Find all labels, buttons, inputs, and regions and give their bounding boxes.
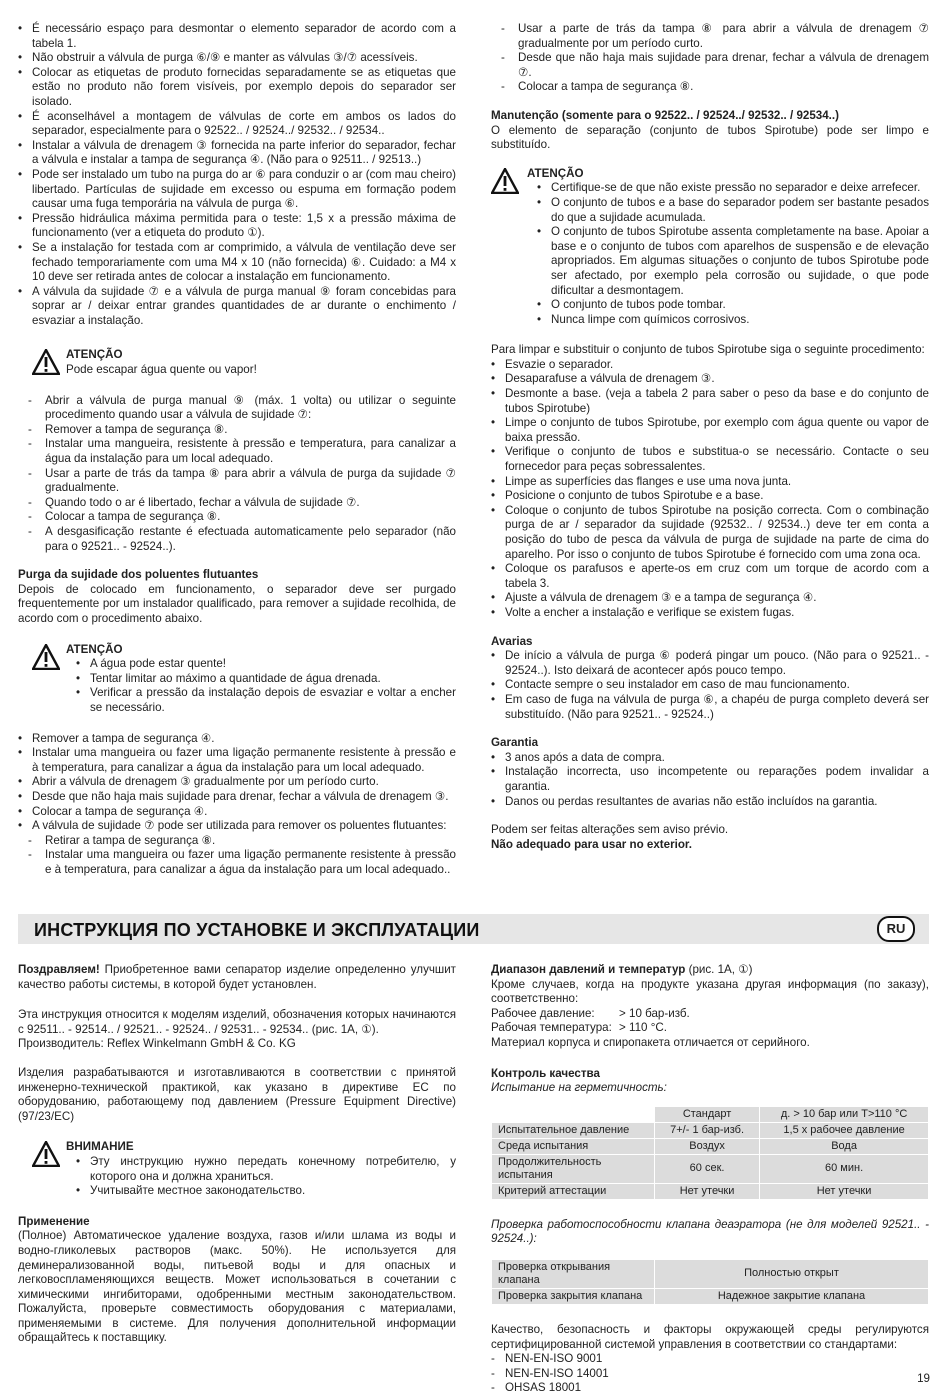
ru-valve-test-table bbox=[491, 1259, 929, 1305]
warning-triangle-icon bbox=[32, 644, 60, 670]
table-cell: Нет утечки bbox=[655, 1183, 760, 1199]
list-item: - Desde que não haja mais sujidade para drenar, fechar a válvula de drenagem ⑦. bbox=[491, 51, 929, 80]
ru-section-header bbox=[18, 914, 929, 944]
list-item: - Abrir a válvula de purga manual ⑨ (máx. 1 volta) ou utilizar o seguinte procedimento quando usar a válvula de sujidade ⑦: bbox=[18, 394, 456, 423]
list-item: • Remover a tampa de segurança ④. bbox=[18, 732, 456, 747]
list-item: - OHSAS 18001 bbox=[491, 1381, 929, 1396]
table-cell: д. > 10 бар или T>110 °C bbox=[760, 1106, 929, 1122]
list-item: - Colocar a tampa de segurança ⑧. bbox=[18, 510, 456, 525]
changes-note: Podem ser feitas alterações sem aviso prévio. bbox=[491, 823, 729, 837]
ru-pressure-label: Рабочее давление: bbox=[491, 1006, 595, 1020]
garantia-heading: Garantia bbox=[491, 736, 539, 750]
list-item: - Usar a parte de trás da tampa ⑧ para abrir a válvula de purga da sujidade ⑦ gradualmente. bbox=[18, 467, 456, 496]
ru-range-text: Кроме случаев, когда на продукте указана другая информация (по заказу), соответственно: bbox=[491, 977, 929, 1006]
table-cell: Проверка открывания клапана bbox=[492, 1259, 655, 1288]
table-cell: 60 мин. bbox=[760, 1154, 929, 1183]
ru-valve-heading: Проверка работоспособности клапана деаэратора (не для моделей 92521.. - 92524..): bbox=[491, 1217, 929, 1246]
list-item: • Pode ser instalado um tubo na purga do ar ⑥ para conduzir o ar (com mau cheiro) libertado. Partículas de sujidade em excesso ou espuma em formação podem causar uma fuga temporária na válvula de purga ⑥. bbox=[18, 168, 456, 212]
ru-range-heading-line bbox=[491, 963, 929, 978]
list-item: - Remover a tampa de segurança ⑧. bbox=[18, 423, 456, 438]
table-cell: Воздух bbox=[655, 1138, 760, 1154]
list-item: • É aconselhável a montagem de válvulas de corte em ambos os lados do separador, especialmente para o 92522.. / 92524../ 92532.. / 92534.. bbox=[18, 110, 456, 139]
list-item: • Pressão hidráulica máxima permitida para o teste: 1,5 x a pressão máxima de funcionamento (ver a etiqueta do produto ①). bbox=[18, 212, 456, 241]
list-item: • O conjunto de tubos Spirotube assenta completamente na base. Apoiar a base e o conjunto de tubos com aparelhos de suspensão e de elevação apropriados. Em algumas situações o conjunto de tubos Spirotube pode ser afectado, por exemplo pela corrosão ou sujidade, o que pode dificultar a desmontagem. bbox=[537, 225, 929, 298]
list-item: • Coloque os parafusos e aperte-os em cruz com um torque de acordo com a tabela 3. bbox=[491, 562, 929, 591]
table-cell: Продолжительность испытания bbox=[492, 1154, 655, 1183]
list-item: • Verificar a pressão da instalação depois de esvaziar e voltar a encher se necessário. bbox=[76, 686, 456, 715]
list-item: • Não obstruir a válvula de purga ⑥/⑨ e manter as válvulas ③/⑦ acessíveis. bbox=[18, 51, 456, 66]
pt-intro-list bbox=[18, 22, 456, 328]
manutencao-text: O elemento de separação (conjunto de tubos Spirotube) pode ser limpo e substituído. bbox=[491, 123, 929, 152]
list-item: • Nunca limpe com químicos corrosivos. bbox=[537, 313, 929, 328]
ru-congrats-text: Приобретенное вами сепаратор изделие определенно улучшит качество работы системы, в которой будет установлен. bbox=[18, 963, 456, 991]
table-cell bbox=[492, 1106, 655, 1122]
ru-application-text: (Полное) Автоматическое удаление воздуха, газов и/или шлама из воды и водно-гликолевых растворов (макс. 50%). Не используется для деминерализованной воды, питьевой воды и для опасных и легковоспламеняющихся веществ. Может использоваться в сочетании с химическими ингибиторами, одобренными местным законодательством. Пожалуйста, проверьте совместимость оборудования с материалами, применяемыми в системе. Для получения дополнительной информации обращайтесь к поставщику. bbox=[18, 1229, 456, 1345]
table-cell: 60 сек. bbox=[655, 1154, 760, 1183]
table-row bbox=[492, 1288, 929, 1304]
list-item: • Desde que não haja mais sujidade para drenar, fechar a válvula de drenagem ③. bbox=[18, 790, 456, 805]
warning-triangle-icon bbox=[491, 168, 519, 194]
ru-leak-test-table bbox=[491, 1106, 929, 1200]
page-number: 19 bbox=[917, 1372, 930, 1386]
list-item: • Instalar a válvula de drenagem ③ fornecida na parte inferior do separador, fechar a válvula e instalar a tampa de segurança ④. (Não para o 92511.. / 92513..) bbox=[18, 139, 456, 168]
language-badge: RU bbox=[877, 916, 915, 942]
list-item: • Abrir a válvula de drenagem ③ gradualmente por um período curto. bbox=[18, 775, 456, 790]
ru-temperature-line bbox=[491, 1021, 929, 1036]
outdoor-note: Não adequado para usar no exterior. bbox=[491, 837, 693, 851]
list-item: - Usar a parte de trás da tampa ⑧ para abrir a válvula de drenagem ⑦ gradualmente por um período curto. bbox=[491, 22, 929, 51]
warning-title: ATENÇÃO bbox=[66, 348, 123, 362]
pt-warning-1 bbox=[18, 348, 456, 377]
list-item: • Limpe as superfícies das flanges e use uma nova junta. bbox=[491, 475, 929, 490]
list-item: • É necessário espaço para desmontar o elemento separador de acordo com a tabela 1. bbox=[18, 22, 456, 51]
ru-quality-text: Качество, безопасность и факторы окружающей среды регулируются сертифицированной системой управления в соответствии со стандартами: bbox=[491, 1322, 929, 1351]
list-item: • Instalar uma mangueira ou fazer uma ligação permanente resistente à pressão e à temperatura, para canalizar a água da instalação para um local adequado. bbox=[18, 746, 456, 775]
list-item: • Tentar limitar ao máximo a quantidade de água drenada. bbox=[76, 672, 456, 687]
list-item: • Coloque o conjunto de tubos Spirotube na posição correcta. Com o combinação purga de ar / separador da sujidade (92532.. / 92534..) deve ter em conta a posição do tubo de pesca da válvula de purga de sujidade na parte de cima do aparelho. Por isso o conjunto de tubos Spirotube é fornecido com uma zona oca. bbox=[491, 504, 929, 562]
ru-left-column bbox=[18, 963, 456, 1346]
warning-title: ATENÇÃO bbox=[527, 166, 584, 180]
avarias-heading: Avarias bbox=[491, 634, 533, 648]
ru-right-column bbox=[491, 963, 929, 1396]
table-cell: Нет утечки bbox=[760, 1183, 929, 1199]
pt-left-column bbox=[18, 22, 456, 877]
ru-congrats-bold: Поздравляем! bbox=[18, 963, 100, 976]
ru-pressure-line bbox=[491, 1007, 929, 1022]
table-row bbox=[492, 1138, 929, 1154]
list-item: • A válvula da sujidade ⑦ e a válvula de purga manual ⑨ foram concebidas para soprar ar / deixar entrar grandes quantidades de ar durante o enchimento / esvaziar a instalação. bbox=[18, 285, 456, 329]
pt-dash-list-1 bbox=[18, 394, 456, 555]
table-cell: Среда испытания bbox=[492, 1138, 655, 1154]
pt-warning-2 bbox=[18, 643, 456, 716]
list-item: - NEN-EN-ISO 14001 bbox=[491, 1367, 929, 1382]
list-item: - Colocar a tampa de segurança ⑧. bbox=[491, 80, 929, 95]
ru-models: Эта инструкция относится к моделям изделий, обозначения которых начинаются с 92511.. - 92514.. / 92521.. - 92524.. / 92531.. - 92534.. (рис. 1A, ①). bbox=[18, 1008, 456, 1036]
pt-purga-list bbox=[18, 732, 456, 834]
list-item: • Учитывайте местное законодательство. bbox=[76, 1184, 456, 1199]
list-item: • Desaparafuse a válvula de drenagem ③. bbox=[491, 372, 929, 387]
purga-heading: Purga da sujidade dos poluentes flutuantes bbox=[18, 568, 259, 582]
ru-design: Изделия разрабатываются и изготавливаются в соответствии с принятой инженерно-технической практикой, как указано в директиве ЕС по оборудованию, работающему под давлением (Pressure Equipment Directive) (97/23/EC) bbox=[18, 1065, 456, 1123]
table-cell: Стандарт bbox=[655, 1106, 760, 1122]
list-item: • Se a instalação for testada com ar comprimido, a válvula de ventilação deve ser fechado temporariamente com uma M4 x 10 (não fornecida) ⑥. Cuidado: a M4 x 10 deve ser retirada antes de colocar a instalação em funcionamento. bbox=[18, 241, 456, 285]
list-item: • Volte a encher a instalação e verifique se existem fugas. bbox=[491, 606, 929, 621]
list-item: • De início a válvula de purga ⑥ poderá pingar um pouco. (Não para o 92521.. - 92524..). Isto deixará de acontecer após pouco tempo. bbox=[491, 649, 929, 678]
pt-avarias-list bbox=[491, 649, 929, 722]
pt-dash-list-2 bbox=[18, 834, 456, 878]
list-item: • Desmonte a base. (veja a tabela 2 para saber o peso da base e do conjunto de tubos Spirotube) bbox=[491, 387, 929, 416]
list-item: • Instalação incorrecta, uso incompetente ou reparações podem invalidar a garantia. bbox=[491, 765, 929, 794]
list-item: • Colocar a tampa de segurança ④. bbox=[18, 805, 456, 820]
list-item: • O conjunto de tubos pode tombar. bbox=[537, 298, 929, 313]
list-item: - NEN-EN-ISO 9001 bbox=[491, 1352, 929, 1367]
ru-section-title: ИНСТРУКЦИЯ ПО УСТАНОВКЕ И ЭКСПЛУАТАЦИИ bbox=[34, 920, 480, 940]
list-item: - Quando todo o ar é libertado, fechar a válvula de sujidade ⑦. bbox=[18, 496, 456, 511]
warning-text: Pode escapar água quente ou vapor! bbox=[66, 363, 257, 377]
ru-warning bbox=[18, 1140, 456, 1198]
pt-garantia-list bbox=[491, 751, 929, 809]
list-item: - Retirar a tampa de segurança ⑧. bbox=[18, 834, 456, 849]
ru-range-suffix: (рис. 1A, ①) bbox=[685, 963, 753, 976]
list-item: • Limpe o conjunto de tubos Spirotube, por exemplo com água quente ou vapor de baixa pressão. bbox=[491, 416, 929, 445]
list-item: • Ajuste a válvula de drenagem ③ e a tampa de segurança ④. bbox=[491, 591, 929, 606]
table-row bbox=[492, 1183, 929, 1199]
ru-temperature-label: Рабочая температура: bbox=[491, 1021, 612, 1035]
ru-standards-list bbox=[491, 1352, 929, 1396]
ru-pressure-value: > 10 бар-изб. bbox=[619, 1006, 690, 1020]
pt-right-column bbox=[491, 22, 929, 852]
table-cell: Надежное закрытие клапана bbox=[655, 1288, 929, 1304]
table-cell: 7+/- 1 бар-изб. bbox=[655, 1122, 760, 1138]
pt-warning-3 bbox=[491, 167, 929, 328]
list-item: • A água pode estar quente! bbox=[76, 657, 456, 672]
pt-procedure-list bbox=[491, 358, 929, 621]
warning-title: ВНИМАНИЕ bbox=[66, 1140, 134, 1154]
table-cell: Полностью открыт bbox=[655, 1259, 929, 1288]
list-item: • Danos ou perdas resultantes de avarias não estão incluídos na garantia. bbox=[491, 795, 929, 810]
purga-text: Depois de colocado em funcionamento, o separador deve ser purgado frequentemente por um instalador qualificado, para remover a sujidade recolhida, de acordo com o procedimento abaixo. bbox=[18, 582, 456, 625]
list-item: • Colocar as etiquetas de produto fornecidas separadamente se as etiquetas que estão no produto não forem visíveis, por exemplo depois do separador ser isolado. bbox=[18, 66, 456, 110]
manutencao-heading: Manutenção (somente para o 92522.. / 92524../ 92532.. / 92534..) bbox=[491, 108, 839, 122]
table-cell: Вода bbox=[760, 1138, 929, 1154]
list-item: • A válvula de sujidade ⑦ pode ser utilizada para remover os poluentes flutuantes: bbox=[18, 819, 456, 834]
procedure-intro: Para limpar e substituir o conjunto de tubos Spirotube siga o seguinte procedimento: bbox=[491, 343, 925, 357]
warning-triangle-icon bbox=[32, 349, 60, 375]
ru-material: Материал корпуса и спиропакета отличается от серийного. bbox=[491, 1035, 810, 1049]
table-cell: Критерий аттестации bbox=[492, 1183, 655, 1199]
table-row bbox=[492, 1154, 929, 1183]
pt-dash-list-3 bbox=[491, 22, 929, 95]
list-item: • O conjunto de tubos e a base do separador podem ser bastante pesados do que a sujidade acumulada. bbox=[537, 196, 929, 225]
table-row bbox=[492, 1259, 929, 1288]
table-row bbox=[492, 1122, 929, 1138]
list-item: • Em caso de fuga na válvula de purga ⑥, a chapéu de purga completo deverá ser substituído. (Não para 92521.. - 92524..) bbox=[491, 693, 929, 722]
list-item: • Certifique-se de que não existe pressão no separador e deixe arrefecer. bbox=[537, 181, 929, 196]
list-item: - A desgasificação restante é efectuada automaticamente pelo separador (não para o 92521.. - 92524..). bbox=[18, 525, 456, 554]
list-item: - Instalar uma mangueira, resistente à pressão e temperatura, para canalizar a água da instalação para um local adequado. bbox=[18, 437, 456, 466]
ru-application-heading: Применение bbox=[18, 1214, 90, 1228]
list-item: • Esvazie o separador. bbox=[491, 358, 929, 373]
table-cell: Испытательное давление bbox=[492, 1122, 655, 1138]
ru-qc-subtitle: Испытание на герметичность: bbox=[491, 1081, 667, 1095]
warning-title: ATENÇÃO bbox=[66, 642, 123, 656]
ru-maker: Производитель: Reflex Winkelmann GmbH & Co. KG bbox=[18, 1037, 296, 1051]
table-cell: Проверка закрытия клапана bbox=[492, 1288, 655, 1304]
ru-congrats bbox=[18, 963, 456, 992]
list-item: • 3 anos após a data de compra. bbox=[491, 751, 929, 766]
ru-qc-heading: Контроль качества bbox=[491, 1066, 600, 1080]
warning-triangle-icon bbox=[32, 1141, 60, 1167]
list-item: - Instalar uma mangueira ou fazer uma ligação permanente resistente à pressão e à temperatura, para canalizar a água da instalação para um local adequado.. bbox=[18, 848, 456, 877]
list-item: • Verifique o conjunto de tubos e substitua-o se necessário. Contacte o seu fornecedor para peças sobressalentes. bbox=[491, 445, 929, 474]
table-cell: 1,5 x рабочее давление bbox=[760, 1122, 929, 1138]
table-row bbox=[492, 1106, 929, 1122]
list-item: • Contacte sempre o seu instalador em caso de mau funcionamento. bbox=[491, 678, 929, 693]
ru-temperature-value: > 110 °C. bbox=[619, 1021, 667, 1035]
list-item: • Эту инструкцию нужно передать конечному потребителю, у которого она и должна храниться. bbox=[76, 1155, 456, 1184]
list-item: • Posicione o conjunto de tubos Spirotube e a base. bbox=[491, 489, 929, 504]
ru-range-heading: Диапазон давлений и температур bbox=[491, 963, 686, 976]
